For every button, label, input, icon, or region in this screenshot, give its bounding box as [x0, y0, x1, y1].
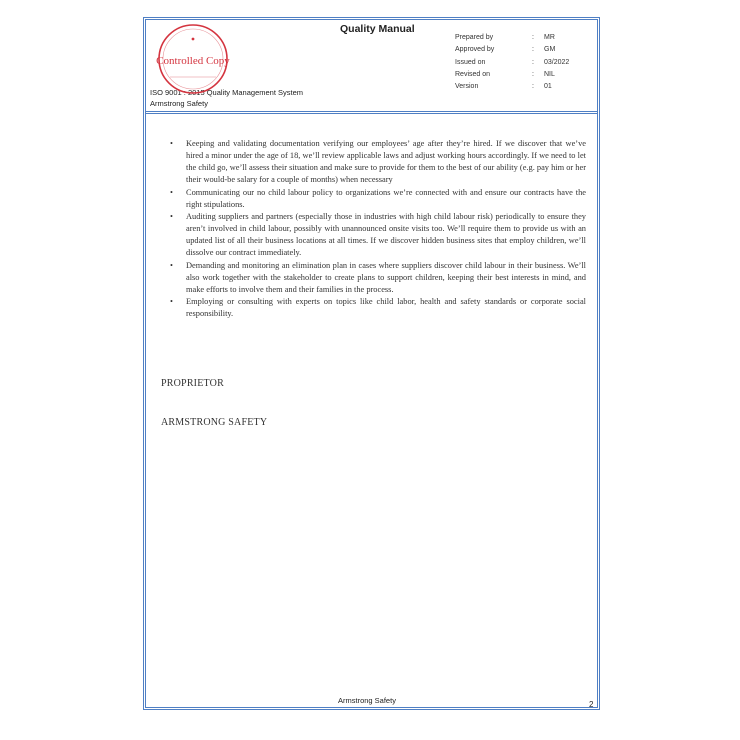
standard-label: ISO 9001 : 2015 Quality Management System	[150, 88, 303, 97]
meta-label: Revised on	[455, 70, 491, 78]
header-company: Armstrong Safety	[150, 99, 208, 108]
list-item	[170, 296, 586, 320]
meta-colon: :	[532, 70, 534, 78]
bullet-icon: •	[170, 211, 173, 221]
document-title: Quality Manual	[340, 23, 415, 35]
meta-colon: :	[532, 83, 534, 91]
controlled-copy-stamp	[156, 22, 230, 96]
policy-bullet-list	[170, 138, 586, 320]
meta-colon: :	[532, 46, 534, 54]
bullet-icon: •	[170, 187, 173, 197]
meta-value: NIL	[544, 70, 555, 78]
bullet-text: Keeping and validating documentation verifying our employees’ age after they’re hired. If we discover that we’ve hired a minor under the age of 18, we’ll review applicable laws and adjust working hours accordingly. If we need to let the child go, we’ll assess their situation and make sure to provide for them to the best of our ability (e.g. pay him or her their would-be salary for a couple of months) when necessary	[186, 139, 586, 185]
header-divider	[146, 111, 597, 118]
list-item	[170, 187, 586, 211]
bullet-icon: •	[170, 297, 173, 307]
meta-value: GM	[544, 46, 556, 54]
meta-colon: :	[532, 58, 534, 66]
list-item	[170, 211, 586, 260]
signature-company: ARMSTRONG SAFETY	[161, 417, 268, 428]
meta-value: MR	[544, 34, 555, 41]
list-item	[170, 260, 586, 296]
meta-label: Issued on	[455, 58, 486, 66]
signature-role: PROPRIETOR	[161, 378, 224, 389]
bullet-text: Auditing suppliers and partners (especially those in industries with high child labour risk) periodically to ensure they aren’t involved in child labour, possibly with unannounced onsite visits too. We’ll require them to provide us with an updated list of all their business locations at all times. If we discover hidden business sites that employ children, we’ll dissolve our contract immediately.	[186, 211, 586, 258]
meta-colon: :	[532, 34, 534, 41]
bullet-icon: •	[170, 260, 173, 270]
bullet-text: Employing or consulting with experts on topics like child labor, health and safety standards or corporate social responsibility.	[186, 297, 586, 319]
meta-value: 01	[544, 83, 552, 91]
meta-label: Prepared by	[455, 34, 494, 41]
meta-label: Approved by	[455, 46, 495, 54]
page-number: 2	[589, 700, 594, 709]
list-item	[170, 138, 586, 187]
meta-label: Version	[455, 83, 479, 91]
meta-value: 03/2022	[544, 58, 570, 66]
bullet-icon: •	[170, 139, 173, 148]
bullet-text: Demanding and monitoring an elimination plan in cases where suppliers discover child labour in their business. We’ll also work together with the stakeholder to create plans to support children, keeping their best interests in mind, and make efforts to involve them and their families in the process.	[186, 260, 586, 294]
footer-company: Armstrong Safety	[338, 696, 396, 705]
stamp-text: Controlled Copy	[156, 55, 230, 67]
bullet-text: Communicating our no child labour policy to organizations we’re connected with and ensure our contracts have the right stipulations.	[186, 187, 586, 209]
page-frame	[143, 17, 600, 710]
